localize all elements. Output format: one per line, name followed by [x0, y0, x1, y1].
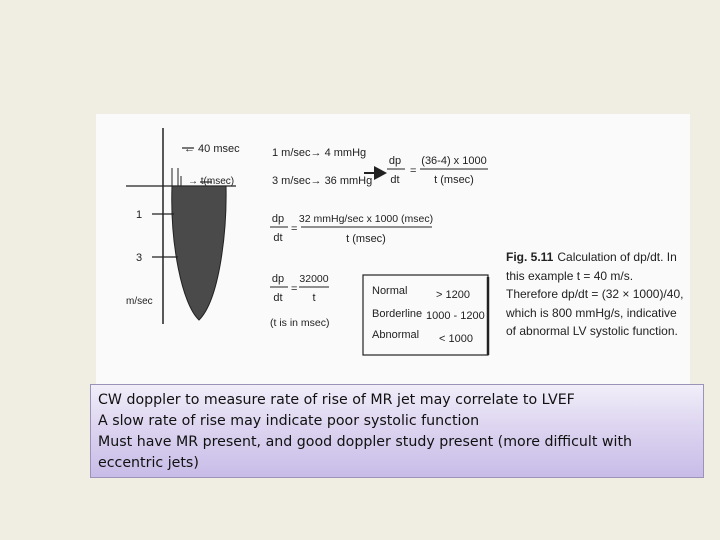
criteria-label-normal: Normal — [372, 285, 408, 297]
note-line-3: Must have MR present, and good doppler study present (more difficult with eccentric jets) — [98, 434, 633, 471]
eq3-rhs-den: t — [312, 292, 316, 304]
note-line-2: A slow rate of rise may indicate poor systolic function — [98, 413, 480, 429]
eq3-lhs-num: dp — [271, 273, 285, 285]
criteria-value-borderline: 1000 - 1200 — [426, 310, 485, 322]
eq3-equals: = — [291, 283, 298, 295]
figure-caption — [506, 248, 688, 341]
eq3-lhs-den: dt — [273, 292, 283, 304]
criteria-label-borderline: Borderline — [372, 308, 423, 320]
eq1-rhs-num: (36-4) x 1000 — [421, 155, 487, 167]
scanned-figure — [96, 114, 690, 386]
conversion-line-2: 3 m/sec→ 36 mmHg — [272, 175, 373, 187]
eq-note: (t is in msec) — [270, 317, 330, 329]
eq2-rhs-den: t (msec) — [346, 233, 386, 245]
eq1-rhs-den: t (msec) — [434, 174, 474, 186]
eq1-lhs-num: dp — [388, 155, 402, 167]
criteria-value-normal: > 1200 — [436, 289, 470, 301]
notes-box — [90, 384, 704, 478]
eq2-equals: = — [291, 223, 298, 235]
eq3-rhs-num: 32000 — [299, 273, 329, 285]
eq1-lhs-den: dt — [390, 174, 400, 186]
note-line-1: CW doppler to measure rate of rise of MR jet may correlate to LVEF — [98, 392, 575, 408]
axis-label-3: 3 — [136, 252, 143, 264]
criteria-value-abnormal: < 1000 — [439, 333, 473, 345]
eq1-equals: = — [410, 165, 417, 177]
axis-label-1: 1 — [136, 209, 143, 221]
axis-unit-label: m/sec — [126, 296, 153, 307]
eq2-rhs-num: 32 mmHg/sec x 1000 (msec) — [298, 213, 434, 225]
figure-caption-label: Fig. 5.11 — [506, 250, 554, 264]
figure-caption-text: Calculation of dp/dt. In this example t = 40 m/s. Therefore dp/dt = (32 × 1000)/40, which is 800 mmHg/s, indicative of abnormal LV systolic function. — [506, 250, 684, 338]
conversion-line-1: 1 m/sec→ 4 mmHg — [272, 147, 367, 159]
eq2-lhs-den: dt — [273, 232, 283, 244]
marker-t-label: → t(msec) — [188, 176, 235, 187]
criteria-label-abnormal: Abnormal — [372, 329, 420, 341]
doppler-envelope — [172, 186, 226, 320]
marker-40-label: ← 40 msec — [184, 143, 240, 155]
eq2-lhs-num: dp — [271, 213, 285, 225]
